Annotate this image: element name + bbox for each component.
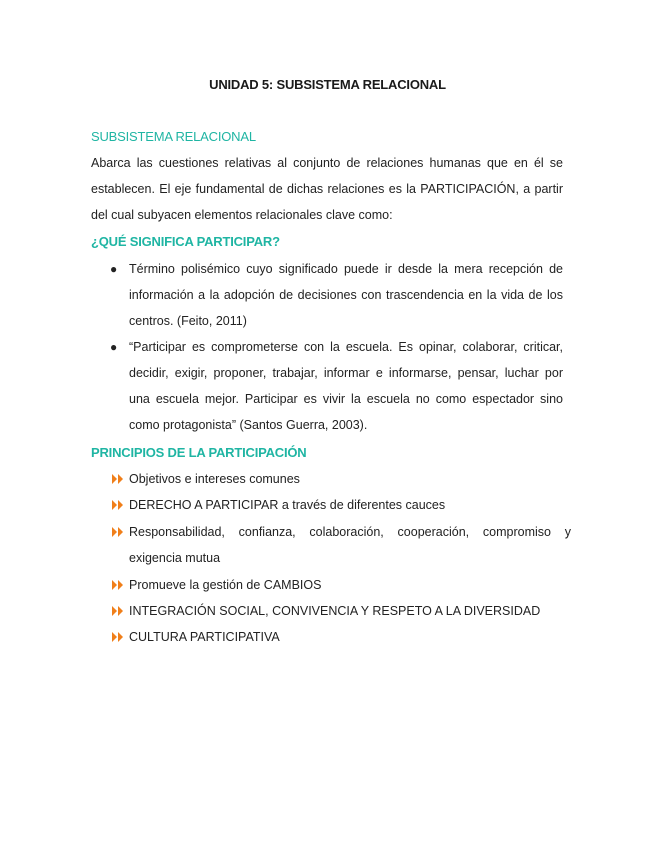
list-item bbox=[91, 519, 571, 572]
paragraph-line: establecen. El eje fundamental de dichas relaciones es la PARTICIPACIÓN, a partir bbox=[91, 182, 563, 196]
list-item bbox=[91, 466, 571, 492]
list-item bbox=[91, 256, 563, 334]
list-item-line: como protagonista” (Santos Guerra, 2003). bbox=[129, 418, 368, 432]
list-item-line: Término polisémico cuyo significado puede ir desde la mera recepción de bbox=[129, 262, 563, 276]
list-item-line: Objetivos e intereses comunes bbox=[129, 472, 300, 486]
list-item-line: Promueve la gestión de CAMBIOS bbox=[129, 577, 322, 592]
list-item-line: una escuela mejor. Participar es vivir la escuela no como espectador sino bbox=[129, 392, 563, 406]
section-heading-principios: PRINCIPIOS DE LA PARTICIPACIÓN bbox=[91, 445, 307, 460]
double-arrow-icon bbox=[112, 527, 124, 537]
list-item-line: INTEGRACIÓN SOCIAL, CONVIVENCIA Y RESPETO A LA DIVERSIDAD bbox=[129, 604, 541, 619]
list-item-line: DERECHO A PARTICIPAR a través de diferentes cauces bbox=[129, 498, 446, 513]
list-item bbox=[91, 598, 571, 624]
list-item-line: Responsabilidad, confianza, colaboración, cooperación, compromiso y bbox=[129, 524, 571, 539]
list-item-line: exigencia mutua bbox=[129, 551, 221, 566]
intro-paragraph bbox=[91, 150, 563, 228]
double-arrow-icon bbox=[112, 474, 124, 484]
page-title: UNIDAD 5: SUBSISTEMA RELACIONAL bbox=[209, 77, 446, 92]
double-arrow-icon bbox=[112, 606, 124, 616]
list-item bbox=[91, 624, 571, 650]
list-item-line: información a la adopción de decisiones con trascendencia en la vida de los bbox=[129, 288, 563, 302]
double-arrow-icon bbox=[112, 500, 124, 510]
section-heading-subsistema: SUBSISTEMA RELACIONAL bbox=[91, 129, 256, 144]
list-item-line: “Participar es comprometerse con la escuela. Es opinar, colaborar, criticar, bbox=[129, 340, 563, 354]
list-item bbox=[91, 492, 571, 518]
list-item-line: centros. (Feito, 2011) bbox=[129, 314, 247, 328]
bullet-dot-icon: ● bbox=[110, 262, 118, 276]
definition-list bbox=[91, 256, 563, 438]
principles-list bbox=[91, 466, 571, 651]
list-item bbox=[91, 572, 571, 598]
list-item bbox=[91, 334, 563, 438]
paragraph-line: del cual subyacen elementos relacionales clave como: bbox=[91, 208, 393, 222]
list-item-line: decidir, exigir, proponer, trabajar, informar e informarse, pensar, luchar por bbox=[129, 366, 563, 380]
bullet-dot-icon: ● bbox=[110, 340, 118, 354]
section-heading-que-significa: ¿QUÉ SIGNIFICA PARTICIPAR? bbox=[91, 234, 280, 249]
double-arrow-icon bbox=[112, 632, 124, 642]
double-arrow-icon bbox=[112, 580, 124, 590]
paragraph-line: Abarca las cuestiones relativas al conjunto de relaciones humanas que en él se bbox=[91, 156, 563, 170]
list-item-line: CULTURA PARTICIPATIVA bbox=[129, 630, 280, 645]
